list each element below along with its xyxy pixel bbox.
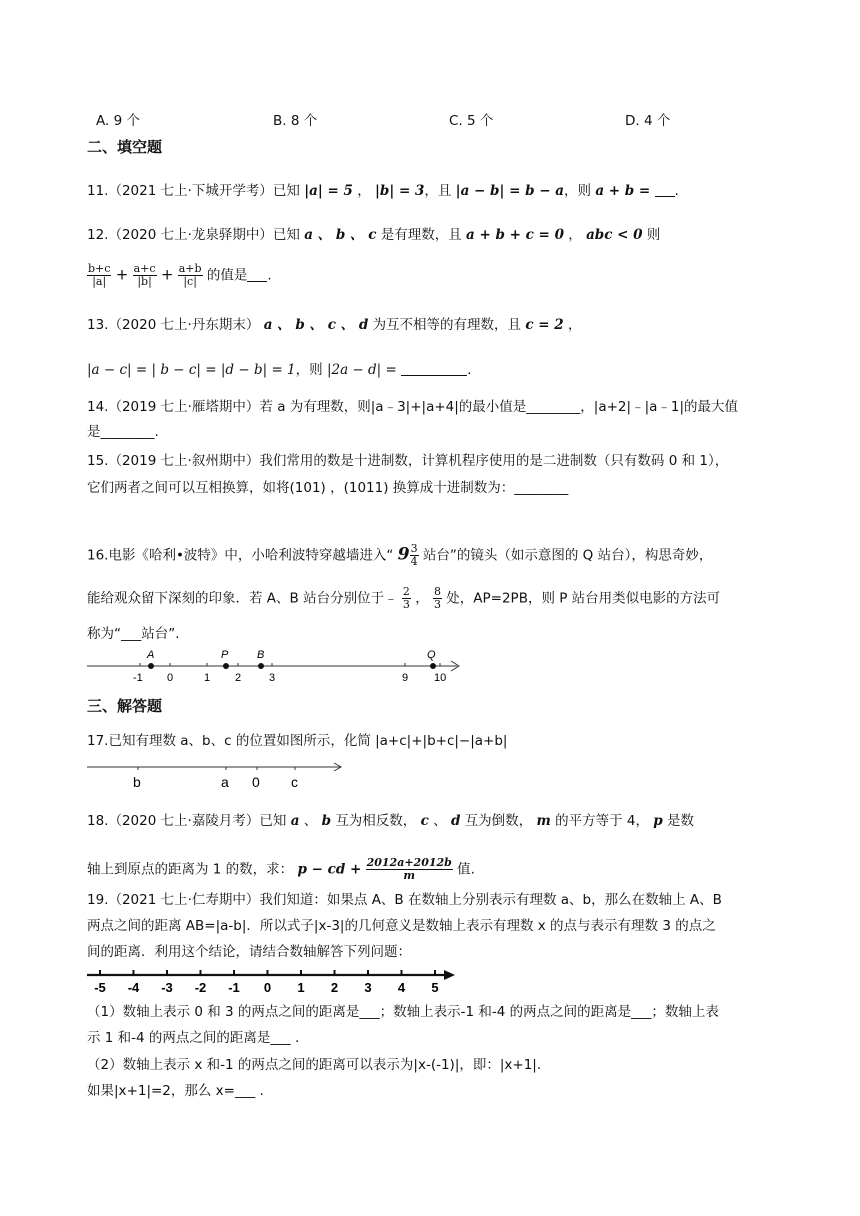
q16-point-a <box>148 663 154 669</box>
q17-label-a: a <box>221 774 229 790</box>
q11-expr-b: |b| = 3 <box>375 183 425 199</box>
q16-tick-10: 10 <box>434 672 447 684</box>
q12-blank <box>247 267 267 282</box>
q11-prefix: 11.（2021 七上·下城开学考）已知 <box>87 183 300 199</box>
question-19-line2: 两点之间的距离 AB=|a-b|．所以式子|x-3|的几何意义是数轴上表示有理数 x 的点与表示有理数 3 的点之 <box>87 918 716 934</box>
section-title-fill: 二、填空题 <box>87 138 163 156</box>
q19-tick-label-8: 3 <box>364 980 372 995</box>
q18-t2: 互为倒数， <box>464 813 533 829</box>
question-12-line2: $\frac{b+c}{|a|}$ + $\frac{a+c}{|b|}$ + $\frac{a+b}{|c|}$ 的值是 . <box>88 262 272 288</box>
q17-label-c: c <box>291 774 298 790</box>
question-14-line2: 是________. <box>87 424 159 440</box>
question-12: 12.（2020 七上·龙泉驿期中）已知 a 、 b 、 c 是有理数，且 a + b + c = 0 ， abc < 0 则 <box>87 227 661 243</box>
q16-tick-9: 9 <box>402 672 409 684</box>
question-15-line2: 它们两者之间可以互相换算，如将(101) ，(1011) 换算成十进制数为：________ <box>87 480 569 496</box>
question-18-line2 <box>87 857 475 882</box>
question-13: 13.（2020 七上·丹东期末） a 、 b 、 c 、 d 为互不相等的有理数，且 c = 2 ， <box>87 317 582 333</box>
question-15-line1: 15.（2019 七上·叙州期中）我们常用的数是十进制数，计算机程序使用的是二进制数（只有数码 0 和 1）， <box>87 453 729 469</box>
q12-expr-product: abc < 0 <box>586 227 643 243</box>
q12-expr-sum: a + b + c = 0 <box>466 227 564 243</box>
q18-var-p: p <box>653 813 663 829</box>
q13-blank <box>401 361 467 376</box>
q16-line2b: 处，AP=2PB，则 P 站台用类似电影的方法可 <box>446 590 721 607</box>
q16-tick-3: 3 <box>269 672 276 684</box>
question-19-line3: 间的距离．利用这个结论，请结合数轴解答下列问题： <box>87 944 411 960</box>
q16-label-q: Q <box>427 649 436 661</box>
q16-tick-neg1: -1 <box>133 672 143 684</box>
q19-tick-label-1: -4 <box>127 980 140 995</box>
question-16-line3: 称为“___站台”. <box>87 626 180 642</box>
q11-blank <box>655 182 675 197</box>
q16-fraction-a: $\frac{2}{3}$ <box>402 585 410 611</box>
question-19-sub2-line2: 如果|x+1|=2，那么 x=___ . <box>87 1083 264 1099</box>
q12-fraction-3: $\frac{a+b}{|c|}$ <box>178 262 202 288</box>
q18-var-b: b <box>321 813 332 829</box>
question-16-line1 <box>87 543 712 568</box>
q18-var-m: m <box>536 813 551 829</box>
question-17: 17.已知有理数 a、b、c 的位置如图所示，化简 |a+c|+|b+c|−|a+b| <box>87 733 508 749</box>
q12-fraction-1: $\frac{b+c}{|a|}$ <box>88 262 111 288</box>
q18-prefix: 18.（2020 七上·嘉陵月考）已知 <box>87 813 287 829</box>
question-13-line2 <box>87 361 471 379</box>
section-title-solve: 三、解答题 <box>87 697 163 715</box>
q19-tick-label-0: -5 <box>94 980 106 995</box>
q13-end: . <box>467 362 472 378</box>
q19-tick-label-5: 0 <box>263 980 272 995</box>
q16-point-q <box>430 663 436 669</box>
q16-tick-1: 1 <box>204 672 211 684</box>
question-16-line2 <box>87 586 720 611</box>
q19-number-line <box>85 966 465 996</box>
q18-var-c: c <box>420 813 429 829</box>
question-19-line1: 19.（2021 七上·仁寿期中）我们知道：如果点 A、B 在数轴上分别表示有理数 a、b，那么在数轴上 A、B <box>87 892 722 908</box>
q19-tick-label-4: -1 <box>228 980 240 995</box>
q11-expr-d: a + b = <box>595 183 651 199</box>
q11-mid: ，且 <box>424 183 452 199</box>
q18-expr: p − cd + <box>297 861 362 878</box>
q19-tick-label-9: 4 <box>397 980 406 995</box>
q18-fraction: $\frac{2012a+2012b}{m}$ <box>366 856 452 882</box>
q17-label-0: 0 <box>252 774 260 790</box>
q19-tick-label-6: 1 <box>297 980 305 995</box>
q19-tick-label-10: 5 <box>431 980 439 995</box>
q16-mixed-fraction: $\frac{3}{4}$ <box>410 542 418 568</box>
q16-label-b: B <box>257 649 265 661</box>
q16-label-p: P <box>221 649 229 661</box>
q16-point-b <box>258 663 264 669</box>
q13-expr-target: |2a − d| = <box>326 362 397 378</box>
q19-tick-label-3: -2 <box>194 980 207 995</box>
q12-vars: a 、 b 、 c <box>304 227 377 243</box>
q11-expr-c: |a − b| = b − a <box>455 183 565 199</box>
question-19-sub2-line1: （2）数轴上表示 x 和-1 的两点之间的距离可以表示为|x-(-1)|，即：|x+1|. <box>87 1057 542 1073</box>
q19-tick-label-2: -3 <box>161 980 173 995</box>
q11-end: . <box>674 183 679 199</box>
q16-tick-0: 0 <box>167 672 174 684</box>
question-19-sub1-line2: 示 1 和-4 的两点之间的距离是___ . <box>87 1030 300 1046</box>
option-d: D. 4 个 <box>625 113 671 129</box>
q16-tick-2: 2 <box>235 672 242 684</box>
q18-t3: 的平方等于 4， <box>555 813 649 829</box>
q19-tick-label-7: 2 <box>330 980 339 995</box>
question-18 <box>87 812 694 830</box>
q16-label-a: A <box>147 649 155 661</box>
option-b: B. 8 个 <box>273 113 318 129</box>
q12-tail: 的值是 <box>206 267 248 284</box>
q18-t4: 是数 <box>667 813 695 829</box>
q16-p1: 16.电影《哈利•波特》中，小哈利波特穿越墙进入“ <box>87 547 394 564</box>
q13-vars: a 、 b 、 c 、 d <box>263 317 369 333</box>
q18-tail: 值. <box>457 861 475 878</box>
q18-sep2: 、 <box>433 813 447 829</box>
q18-line2: 轴上到原点的距离为 1 的数，求： <box>87 861 294 878</box>
q12-fraction-2: $\frac{a+c}{|b|}$ <box>133 262 156 288</box>
q12-end: . <box>267 267 272 284</box>
q13-expr-c: c = 2 <box>525 317 564 333</box>
q18-var-a: a <box>290 813 300 829</box>
q13-mid: 为互不相等的有理数，且 <box>372 317 522 333</box>
option-a: A. 9 个 <box>96 113 140 129</box>
q12-prefix: 12.（2020 七上·龙泉驿期中）已知 <box>87 227 300 243</box>
q12-then: 则 <box>646 227 661 243</box>
option-c: C. 5 个 <box>449 113 494 129</box>
q18-sep1: 、 <box>303 813 318 829</box>
q13-expr-abs: |a − c| = | b − c| = |d − b| = 1 <box>87 362 296 378</box>
q17-number-line <box>85 757 350 793</box>
question-19-sub1-line1: （1）数轴上表示 0 和 3 的两点之间的距离是___；数轴上表示-1 和-4 的两点之间的距离是___；数轴上表 <box>87 1004 719 1020</box>
q16-sep: ， <box>415 590 429 607</box>
q16-fraction-b: $\frac{8}{3}$ <box>433 585 441 611</box>
q16-mixed-whole: 9 <box>397 544 410 565</box>
q17-label-b: b <box>133 774 141 790</box>
q11-then: ，则 <box>564 183 592 199</box>
q18-t1: 互为相反数， <box>335 813 417 829</box>
question-11: 11.（2021 七上·下城开学考）已知 |a| = 5 ， |b| = 3，且 |a − b| = b − a，则 a + b = . <box>87 183 679 199</box>
q16-number-line <box>85 644 470 686</box>
q13-then: ，则 <box>295 362 323 378</box>
question-14-line1: 14.（2019 七上·雁塔期中）若 a 为有理数，则|a﹣3|+|a+4|的最小值是________，|a+2|﹣|a﹣1|的最大值 <box>87 399 739 415</box>
q11-expr-a: |a| = 5 <box>304 183 353 199</box>
q12-mid: 是有理数，且 <box>380 227 462 243</box>
q16-p2: 站台”的镜头（如示意图的 Q 站台），构思奇妙， <box>422 547 713 564</box>
q13-prefix: 13.（2020 七上·丹东期末） <box>87 317 260 333</box>
q16-point-p <box>223 663 229 669</box>
q16-line2a: 能给观众留下深刻的印象．若 A、B 站台分别位于﹣ <box>87 590 398 607</box>
q18-var-d: d <box>450 813 461 829</box>
